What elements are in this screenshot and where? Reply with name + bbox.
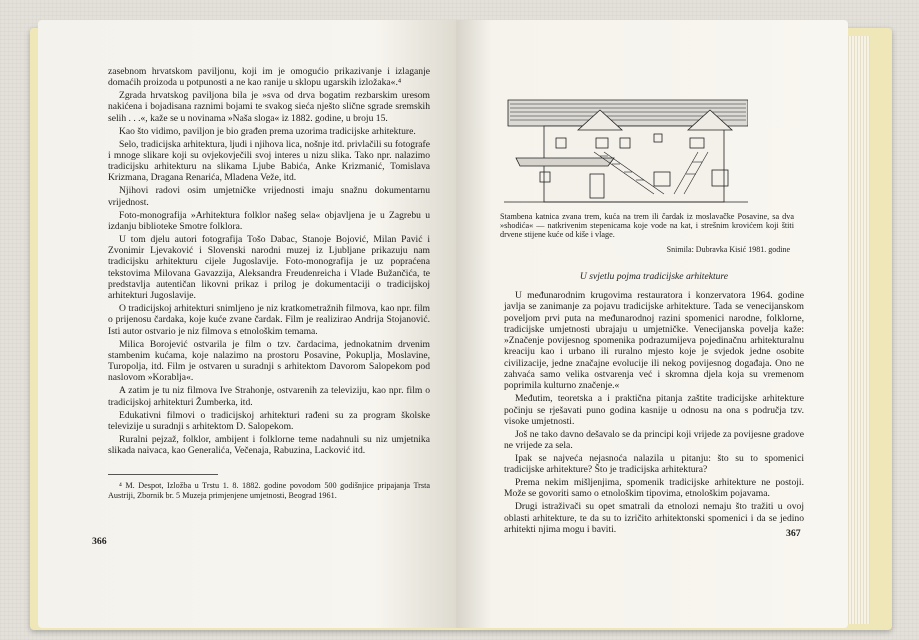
house-illustration — [504, 74, 748, 206]
right-paragraph: U međunarodnim krugovima restauratora i konzervatora 1964. godine javlja se zanimanje za pojavu tradicijske arhitekture. Tada se venecijanskom poveljom prvi puta na međunarodnoj razini spomenici narodne, folklorne, tradicijske umjetnosti ubrajaju u umjetničke. Venecijanska povelja kaže: »Značenje povijesnog spomenika podrazumijeva pojedinačnu arhitekturalnu kreaciju kao i urbano ili ruralno mjesto koje je svjedok jedne osobite civilizacije, jedne značajne evolucije ili nekog povijesnog događaja. Ono ne zahvaća samo velika ostvarenja već i skromna djela koja su vremenom poprimila kulturno značenje.« — [504, 290, 804, 392]
right-paragraph: Međutim, teoretska a i praktična pitanja zaštite tradicijske arhitekture počinju se rješavati puno godina kasnije u odnosu na ona s područja tzv. visoke umjetnosti. — [504, 393, 804, 427]
footnote: ⁴ M. Despot, Izložba u Trstu 1. 8. 1882. godine povodom 500 godišnjice pripajanja Trsta Austriji, Zbornik br. 5 Muzeja primjenjene umjetnosti, Beograd 1961. — [108, 481, 430, 500]
page-edges — [846, 36, 870, 624]
left-paragraph: Edukativni filmovi o tradicijskoj arhitekturi rađeni su za program školske televizije u suradnji s arhitektom D. Salopekom. — [108, 409, 430, 432]
section-heading: U svjetlu pojma tradicijske arhitekture — [579, 271, 729, 282]
left-paragraph: O tradicijskoj arhitekturi snimljeno je niz kratkometražnih filmova, kao npr. film o prijenosu čardaka, koje kuće zvane čardak. Film je realizirao Andrija Stojanović. Isti autor ostvario je niz filmova s etnološkim temama. — [108, 303, 430, 337]
left-paragraph: Milica Borojević ostvarila je film o tzv. čardacima, jednokatnim drvenim stambenim kućama, koje nalazimo na prostoru Posavine, Pokuplja, Moslavine, Turopolja, itd. Film je ostvaren u suradnji s arhitektom Davorom Salopekom pod naslovom »Korablja«. — [108, 338, 430, 384]
right-paragraph: Drugi istraživači su opet smatrali da etnolozi nemaju što tražiti u ovoj oblasti arhitekture, te da su to izričito arhitektonski spomenici i da se jedino arhitekti njima mogu i baviti. — [504, 501, 804, 535]
right-paragraph: Prema nekim mišljenjima, spomenik tradicijske arhitekture ne postoji. Može se govoriti samo o etnološkim tipovima, etnološkim pojavama. — [504, 477, 804, 500]
figure-caption: Stambena katnica zvana trem, kuća na trem ili čardak iz moslavačke Posavine, sa dva »shodića« — natkrivenim stepenicama koje vode na kat, i strešnim krovićem koji štiti drvene stijene kuće od kiše i vlage. — [500, 212, 794, 240]
left-paragraph: Kao što vidimo, paviljon je bio građen prema uzorima tradicijske arhitekture. — [119, 125, 416, 137]
left-paragraph: A zatim je tu niz filmova Ive Strahonje, ostvarenih za televiziju, kao npr. film o tradicijskoj arhitekturi Žumberka, itd. — [108, 385, 430, 408]
left-paragraph: Njihovi radovi osim umjetničke vrijednosti imaju snažnu dokumentarnu vrijednost. — [108, 185, 430, 208]
photo-credit: Snimila: Dubravka Kisić 1981. godine — [666, 245, 790, 254]
right-page-text — [504, 290, 804, 537]
left-paragraph: Zgrada hrvatskog paviljona bila je »sva od drva bogatim rezbarskim uresom nakićena i bojadisana raznimi bojami te svakog sieća nješto slične sgrade sremskih selih . . .«, kaže se u novinama »Naša sloga« iz 1882. godine, u broju 15. — [108, 90, 430, 124]
page-number-right: 367 — [786, 528, 801, 539]
left-paragraph: Ruralni pejzaž, folklor, ambijent i folklorne teme nadahnuli su niz umjetnika slikada naivaca, kao Generalića, Večenaja, Rabuzina, Lacković itd. — [108, 433, 430, 457]
left-paragraph: U tom djelu autori fotografija Tošo Dabac, Stanoje Bojović, Milan Pavić i Zvonimir Ljevaković i Slovenski narodni muzej iz Ljubljane prikazuju nam tradicijsku arhitekturu cijele Jugoslavije. Foto-monografija je uz popraćena tekstovima Milovana Gavazzija, Aleksandra Freudenreicha i Vlade Bužančića, te predstavlja autentičan likovni prikaz i prilog je dokumentaciji o tradicijskoj arhitekturi Jugoslavije. — [108, 233, 430, 302]
footnote-rule — [108, 474, 218, 475]
right-paragraph: Ipak se najveća nejasnoća nalazila u pitanju: što su to spomenici tradicijske arhitekture? Što je tradicijska arhitektura? — [504, 452, 804, 476]
left-paragraph: Foto-monografija »Arhitektura folklor našeg sela« objavljena je u Zagrebu u izdanju biblioteke Smotre folklora. — [108, 209, 430, 232]
left-paragraph: zasebnom hrvatskom paviljonu, koji im je omogućio prikazivanje i izlaganje domaćih proizoda u potpunosti a ne kao ranije u sklopu ugarskih izložaka«.⁴ — [108, 66, 430, 89]
right-paragraph: Još ne tako davno dešavalo se da principi koji vrijede za povijesne gradove ne vrijede za sela. — [504, 428, 804, 452]
page-number-left: 366 — [92, 536, 107, 547]
left-page-text — [108, 66, 430, 500]
left-paragraph: Selo, tradicijska arhitektura, ljudi i njihova lica, nošnje itd. privlačili su fotografe i mnoge slikare koji su ovjekovječili svoj interes u nizu slika. Tako npr. nalazimo tradicijsku arhitekturu na slikama Ljube Babića, Anke Krizmanić, Tomislava Krizmana, Dragana Renarića, Mladena Veže, itd. — [108, 138, 430, 184]
